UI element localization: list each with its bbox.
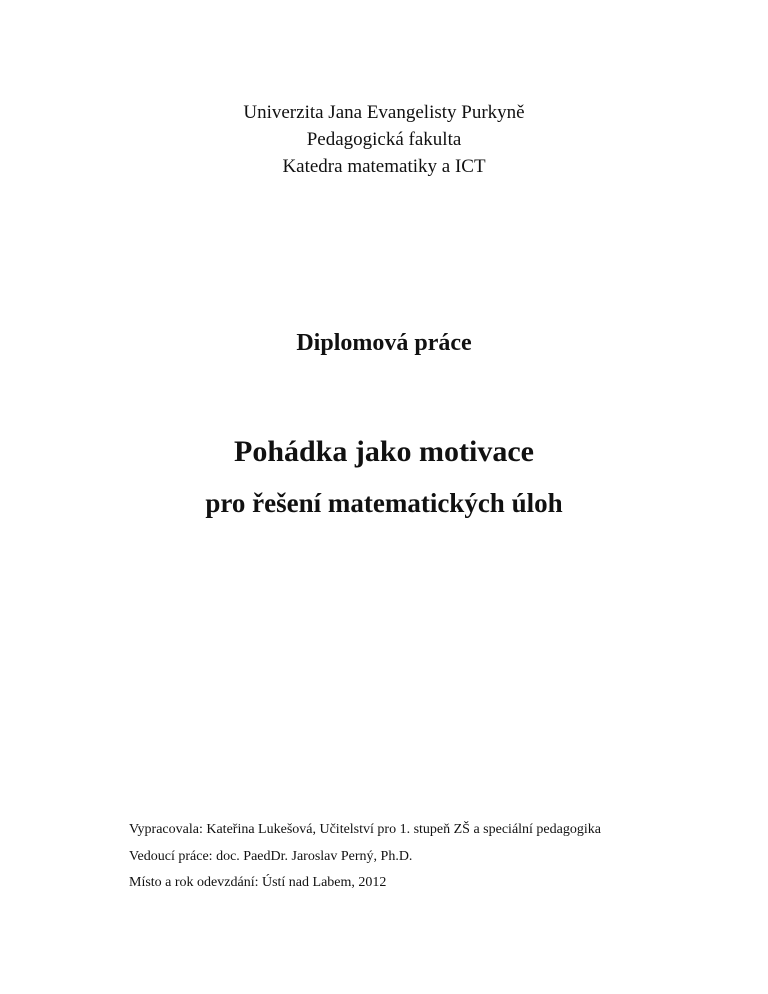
supervisor-line: Vedoucí práce: doc. PaedDr. Jaroslav Perný, Ph.D. bbox=[129, 849, 413, 864]
thesis-title-line-2: pro řešení matematických úloh bbox=[205, 488, 563, 518]
author-line: Vypracovala: Kateřina Lukešová, Učitelství pro 1. stupeň ZŠ a speciální pedagogika bbox=[129, 822, 601, 837]
faculty-name: Pedagogická fakulta bbox=[306, 129, 462, 150]
university-name: Univerzita Jana Evangelisty Purkyně bbox=[243, 102, 525, 123]
department-name: Katedra matematiky a ICT bbox=[282, 156, 486, 177]
thesis-title-line-1: Pohádka jako motivace bbox=[234, 435, 534, 468]
document-type: Diplomová práce bbox=[296, 330, 472, 356]
place-year-line: Místo a rok odevzdání: Ústí nad Labem, 2012 bbox=[129, 875, 387, 890]
